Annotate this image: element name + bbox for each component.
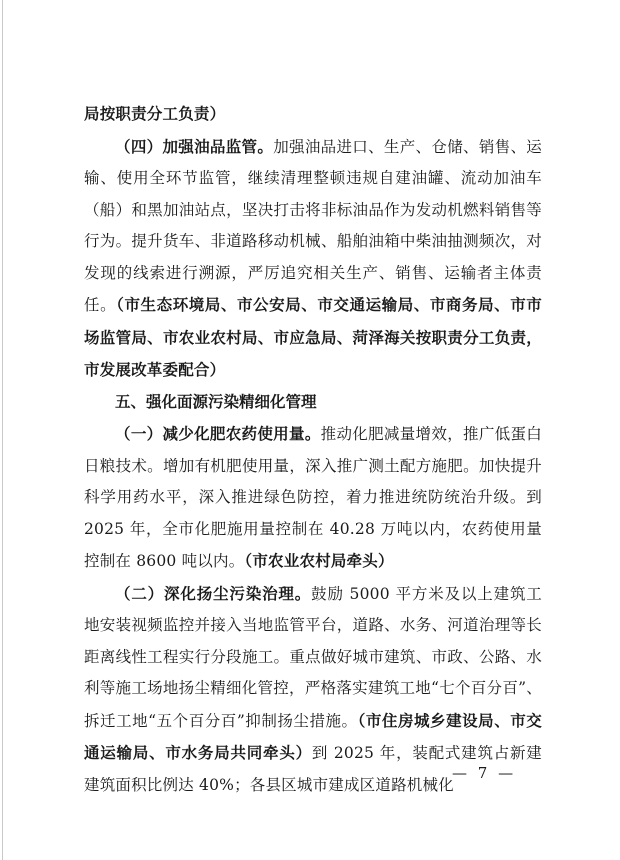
paragraph-lead-oil: （四）加强油品监管。 <box>115 136 274 156</box>
paragraph-continuation <box>84 98 542 131</box>
paragraph-lead-fertilizer: （一）减少化肥农药使用量。 <box>115 424 321 443</box>
responsibility-note-dust: （市住房城乡建设局、市交通运输局、市水务局共同牵头） <box>84 710 542 762</box>
paragraph-tail-dust: 到 2025 年，装配式建筑占新建建筑面积比例达 40%；各县区城市建成区道路机械化 <box>84 744 542 794</box>
section-heading-5: 五、强化面源污染精细化管理 <box>115 392 317 411</box>
paragraph-fertilizer <box>84 418 542 578</box>
page-edge-line <box>2 0 3 860</box>
responsibility-note-oil: （市生态环境局、市公安局、市交通运输局、市商务局、市市场监管局、市农业农村局、市应急局、菏泽海关按职责分工负责，市发展改革委配合） <box>84 295 543 379</box>
document-body <box>84 98 542 801</box>
paragraph-lead-dust: （二）深化扬尘污染治理。 <box>115 583 312 603</box>
paragraph-oil-supervision <box>84 131 542 387</box>
responsibility-note-fertilizer: （市农业农村局牵头） <box>244 551 394 570</box>
paragraph-body-oil: 加强油品进口、生产、仓储、销售、运输、使用全环节监管，继续清理整顿违规自建油罐、流动加油车（船）和黑加油站点，坚决打击将非标油品作为发动机燃料销售等行为。提升货车、非道路移动机械、船舶油箱中柴油抽测频次，对发现的线索进行溯源，严厉追究相关生产、销售、运输者主体责任。 <box>84 137 542 314</box>
responsibility-note-tail: 局按职责分工负责） <box>84 104 226 123</box>
paragraph-body-fertilizer: 推动化肥减量增效，推广低蛋白日粮技术。增加有机肥使用量，深入推广测土配方施肥。加快提升科学用药水平，深入推进绿色防控，着力推进统防统治升级。到 2025 年，全市化肥施用量控制在 40.28 万吨以内，农药使用量控制在 8600 吨以内。 <box>84 425 542 570</box>
paragraph-body-dust: 鼓励 5000 平方米及以上建筑工地安装视频监控并接入当地监管平台，道路、水务、河道治理等长距离线性工程实行分段施工。重点做好城市建筑、市政、公路、水利等施工场地扬尘精细化管控，严格落实建筑工地“七个百分百”、拆迁工地“五个百分百”抑制扬尘措施。 <box>84 584 543 730</box>
page-number: — 7 — <box>452 764 517 782</box>
